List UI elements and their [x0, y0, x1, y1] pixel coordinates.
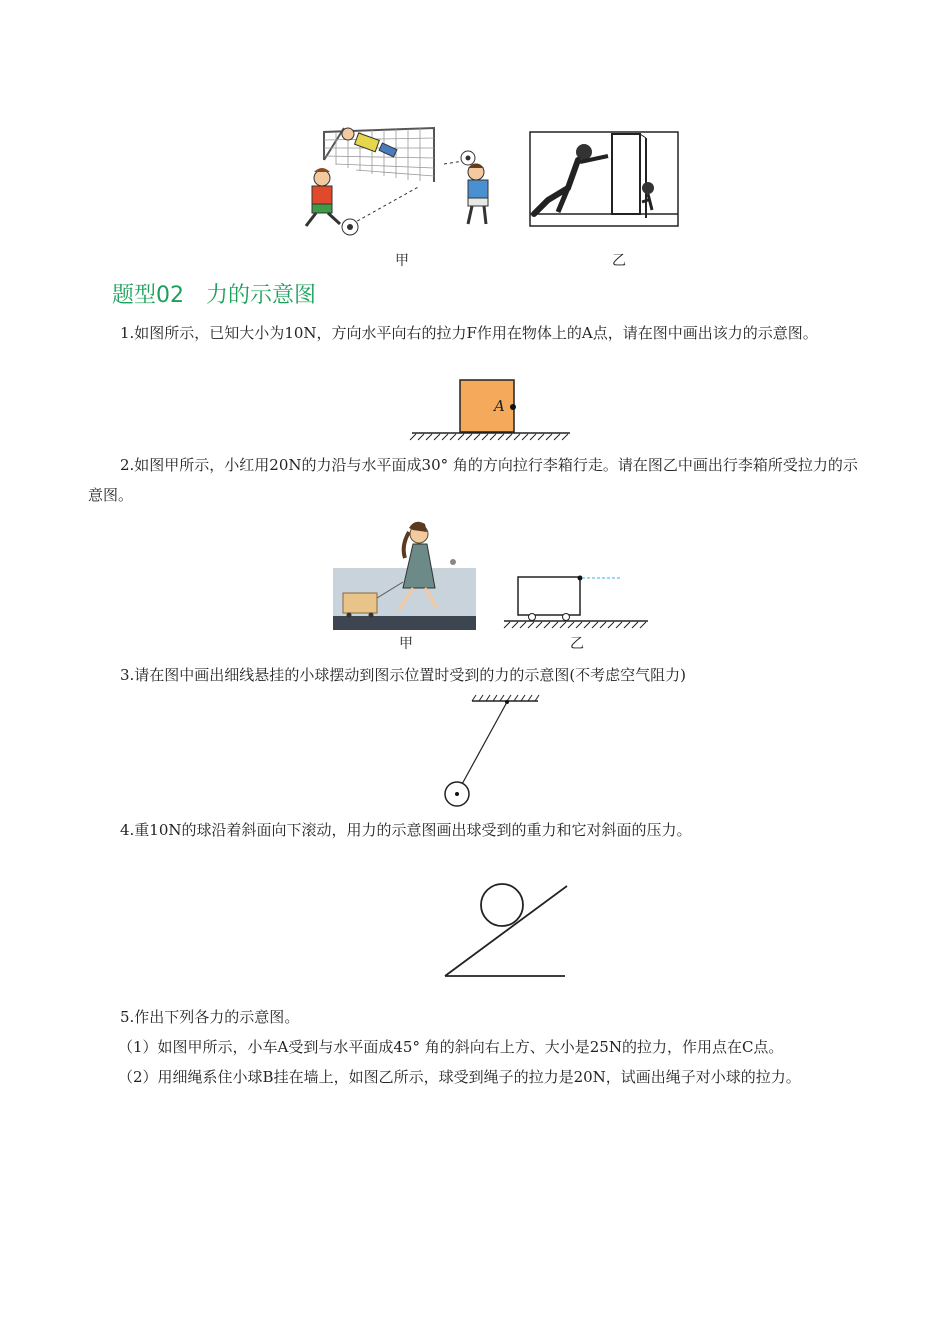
question-5-text: 5.作出下列各力的示意图。	[120, 1008, 300, 1026]
question-4-text: 4.重10N的球沿着斜面向下滚动，用力的示意图画出球受到的重力和它对斜面的压力。	[120, 821, 692, 839]
pendulum-figure	[440, 694, 540, 809]
question-2-caption-right: 乙	[570, 636, 584, 652]
question-5-sub-2: （2）用细绳系住小球B挂在墙上，如图乙所示，球受到绳子的拉力是20N，试画出绳子对小球的拉力。	[118, 1068, 801, 1086]
soccer-illustration	[296, 120, 516, 245]
door-push-illustration	[528, 130, 683, 230]
section-label: 题型02	[112, 283, 184, 308]
ball-on-incline-figure	[440, 874, 572, 982]
section-title: 力的示意图	[206, 283, 317, 308]
figure-caption-left: 甲	[395, 253, 409, 269]
point-a-label: A	[494, 397, 505, 415]
figure-caption-right: 乙	[612, 253, 626, 269]
question-2-cart-figure	[502, 572, 652, 634]
question-3-text: 3.请在图中画出细线悬挂的小球摆动到图示位置时受到的力的示意图(不考虑空气阻力)	[120, 666, 687, 684]
section-heading	[112, 278, 338, 309]
question-2-text: 2.如图甲所示，小红用20N的力沿与水平面成30° 角的方向拉行李箱行走。请在图乙中画出行李箱所受拉力的示意图。	[88, 456, 858, 504]
question-2-caption-left: 甲	[399, 636, 413, 652]
question-1-figure	[408, 378, 573, 440]
question-5-sub-1: （1）如图甲所示，小车A受到与水平面成45° 角的斜向右上方、大小是25N的拉力，作用点在C点。	[118, 1038, 784, 1056]
question-1-text: 1.如图所示，已知大小为10N，方向水平向右的拉力F作用在物体上的A点，请在图中画出该力的示意图。	[120, 324, 818, 342]
girl-luggage-photo	[333, 518, 476, 630]
